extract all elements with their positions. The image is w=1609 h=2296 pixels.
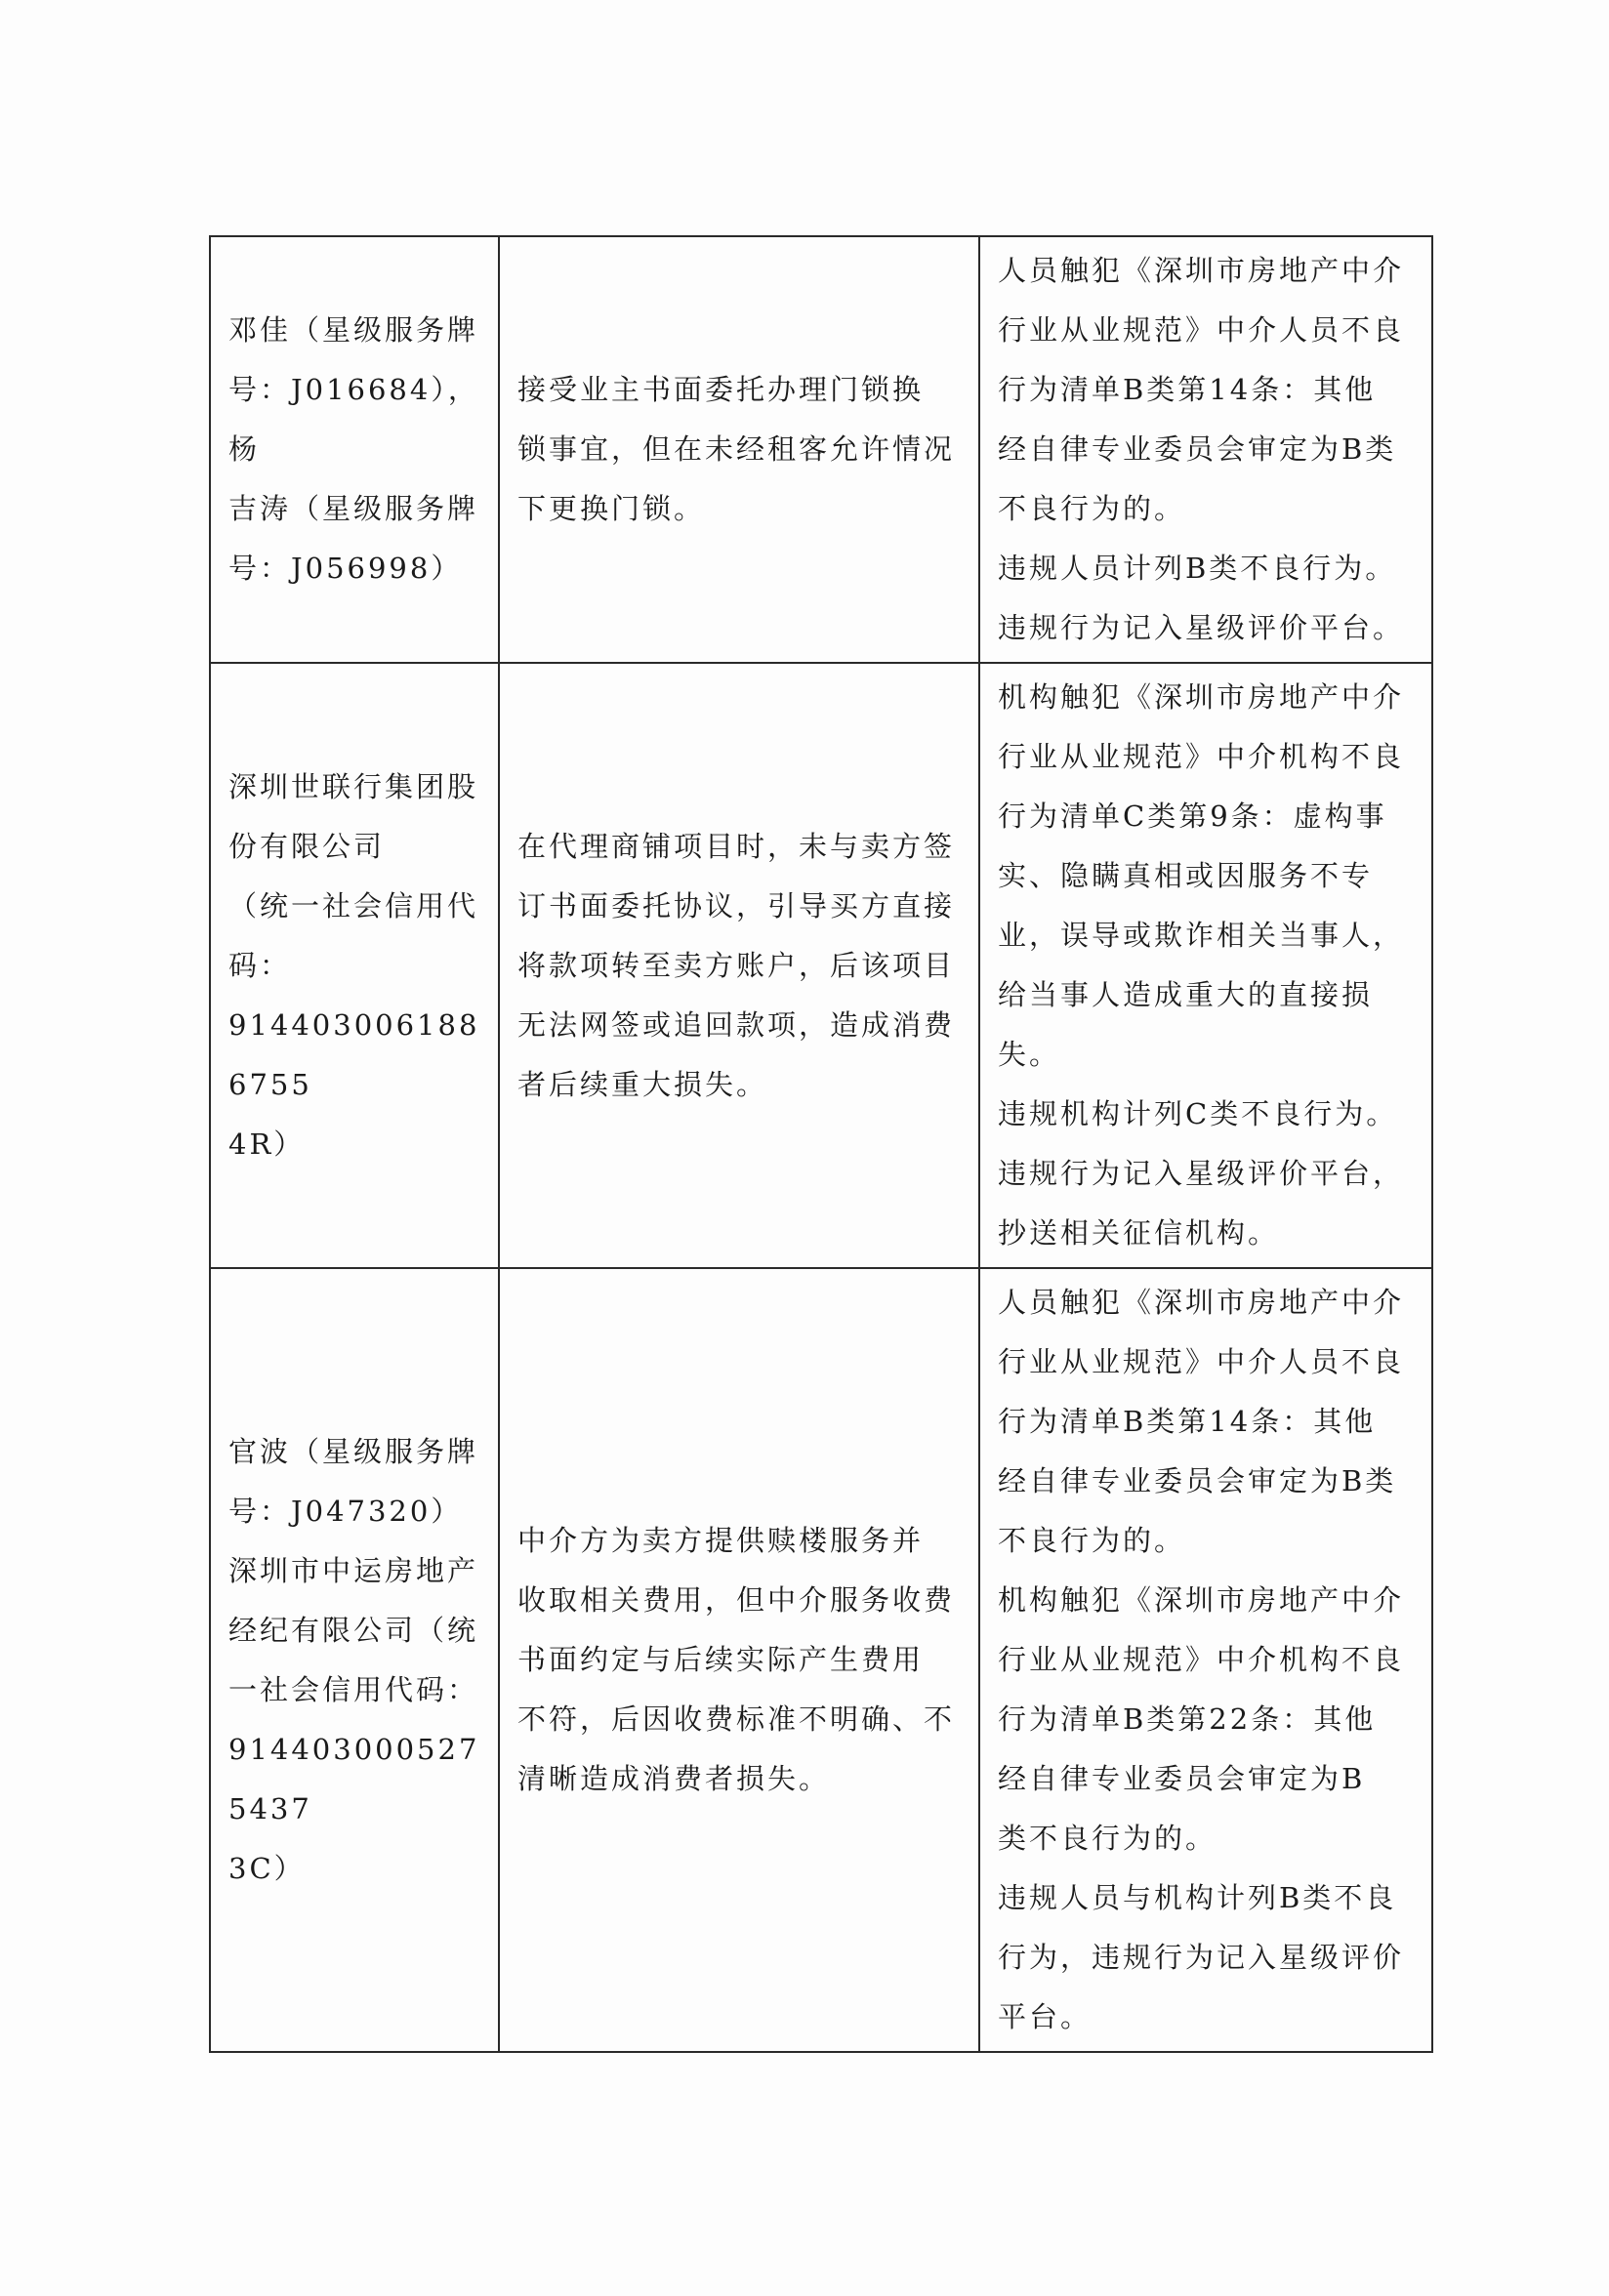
conduct-cell <box>499 663 979 1268</box>
conduct-line: 锁事宜，但在未经租客允许情况 <box>517 432 956 466</box>
party-line: 一社会信用代码： <box>228 1672 479 1706</box>
penalty-line: 违规机构计列C类不良行为。 <box>998 1097 1398 1130</box>
penalty-line: 抄送相关征信机构。 <box>998 1216 1280 1250</box>
penalty-line: 人员触犯《深圳市房地产中介 <box>998 254 1405 287</box>
penalty-line: 行为清单B类第22条：其他 <box>998 1702 1377 1736</box>
penalty-line: 行业从业规范》中介人员不良 <box>998 313 1405 347</box>
penalty-line: 机构触犯《深圳市房地产中介 <box>998 1583 1405 1617</box>
party-line: 4R） <box>228 1127 306 1161</box>
party-line: 经纪有限公司（统 <box>228 1613 479 1647</box>
penalty-line: 行为清单B类第14条：其他 <box>998 373 1377 406</box>
table-row <box>210 1268 1432 2052</box>
penalty-line: 实、隐瞒真相或因服务不专 <box>998 859 1374 892</box>
table-row <box>210 663 1432 1268</box>
conduct-line: 在代理商铺项目时，未与卖方签 <box>517 829 956 863</box>
conduct-line: 接受业主书面委托办理门锁换 <box>517 373 925 406</box>
penalty-line: 人员触犯《深圳市房地产中介 <box>998 1286 1405 1319</box>
party-line: 号：J056998） <box>228 552 463 585</box>
conduct-line: 者后续重大损失。 <box>517 1067 768 1101</box>
party-line: 号：J047320） <box>228 1494 463 1528</box>
violations-table <box>209 235 1433 2053</box>
penalty-line: 给当事人造成重大的直接损 <box>998 978 1374 1011</box>
penalty-line: 经自律专业委员会审定为B类 <box>998 432 1397 466</box>
penalty-line: 业，误导或欺诈相关当事人， <box>998 919 1405 952</box>
penalty-line: 违规行为记入星级评价平台。 <box>998 611 1405 644</box>
penalty-line: 行业从业规范》中介人员不良 <box>998 1345 1405 1378</box>
conduct-line: 中介方为卖方提供赎楼服务并 <box>517 1524 925 1557</box>
conduct-line: 下更换门锁。 <box>517 492 706 525</box>
party-cell <box>210 236 499 663</box>
penalty-line: 行业从业规范》中介机构不良 <box>998 1643 1405 1676</box>
conduct-line: 订书面委托协议，引导买方直接 <box>517 888 956 922</box>
party-line: 9144030061886755 <box>228 1007 480 1101</box>
party-line: 吉涛（星级服务牌 <box>228 492 479 525</box>
penalty-line: 失。 <box>998 1038 1061 1071</box>
party-line: 码： <box>228 948 292 982</box>
penalty-line: 类不良行为的。 <box>998 1822 1217 1855</box>
penalty-line: 行业从业规范》中介机构不良 <box>998 740 1405 773</box>
party-line: 号：J016684），杨 <box>228 373 479 466</box>
penalty-line: 机构触犯《深圳市房地产中介 <box>998 680 1405 714</box>
penalty-cell <box>979 663 1432 1268</box>
conduct-line: 无法网签或追回款项，造成消费 <box>517 1007 956 1042</box>
conduct-line: 清晰造成消费者损失。 <box>517 1762 831 1795</box>
party-line: 邓佳（星级服务牌 <box>228 313 479 347</box>
party-line: 深圳世联行集团股 <box>228 769 479 803</box>
conduct-line: 收取相关费用，但中介服务收费 <box>517 1583 956 1617</box>
conduct-line: 书面约定与后续实际产生费用 <box>517 1643 925 1676</box>
party-line: 官波（星级服务牌 <box>228 1434 479 1468</box>
party-line: 深圳市中运房地产 <box>228 1553 479 1587</box>
conduct-line: 不符，后因收费标准不明确、不 <box>517 1702 956 1736</box>
party-line: 9144030005275437 <box>228 1732 480 1825</box>
party-line: 3C） <box>228 1851 306 1885</box>
penalty-line: 行为，违规行为记入星级评价 <box>998 1941 1405 1974</box>
party-line: （统一社会信用代 <box>228 888 479 922</box>
party-cell <box>210 1268 499 2052</box>
penalty-line: 不良行为的。 <box>998 492 1186 525</box>
penalty-line: 行为清单C类第9条：虚构事 <box>998 800 1387 833</box>
penalty-line: 经自律专业委员会审定为B类 <box>998 1464 1397 1497</box>
conduct-line: 将款项转至卖方账户，后该项目 <box>517 948 956 982</box>
conduct-cell <box>499 1268 979 2052</box>
penalty-line: 行为清单B类第14条：其他 <box>998 1405 1377 1438</box>
penalty-line: 不良行为的。 <box>998 1524 1186 1557</box>
penalty-line: 平台。 <box>998 2000 1093 2033</box>
party-cell <box>210 663 499 1268</box>
penalty-line: 违规人员计列B类不良行为。 <box>998 552 1397 585</box>
penalty-cell <box>979 236 1432 663</box>
conduct-cell <box>499 236 979 663</box>
penalty-cell <box>979 1268 1432 2052</box>
party-line: 份有限公司 <box>228 829 386 863</box>
penalty-line: 违规人员与机构计列B类不良 <box>998 1881 1397 1914</box>
penalty-line: 经自律专业委员会审定为B <box>998 1762 1366 1795</box>
penalty-line: 违规行为记入星级评价平台， <box>998 1157 1405 1190</box>
table-row <box>210 236 1432 663</box>
